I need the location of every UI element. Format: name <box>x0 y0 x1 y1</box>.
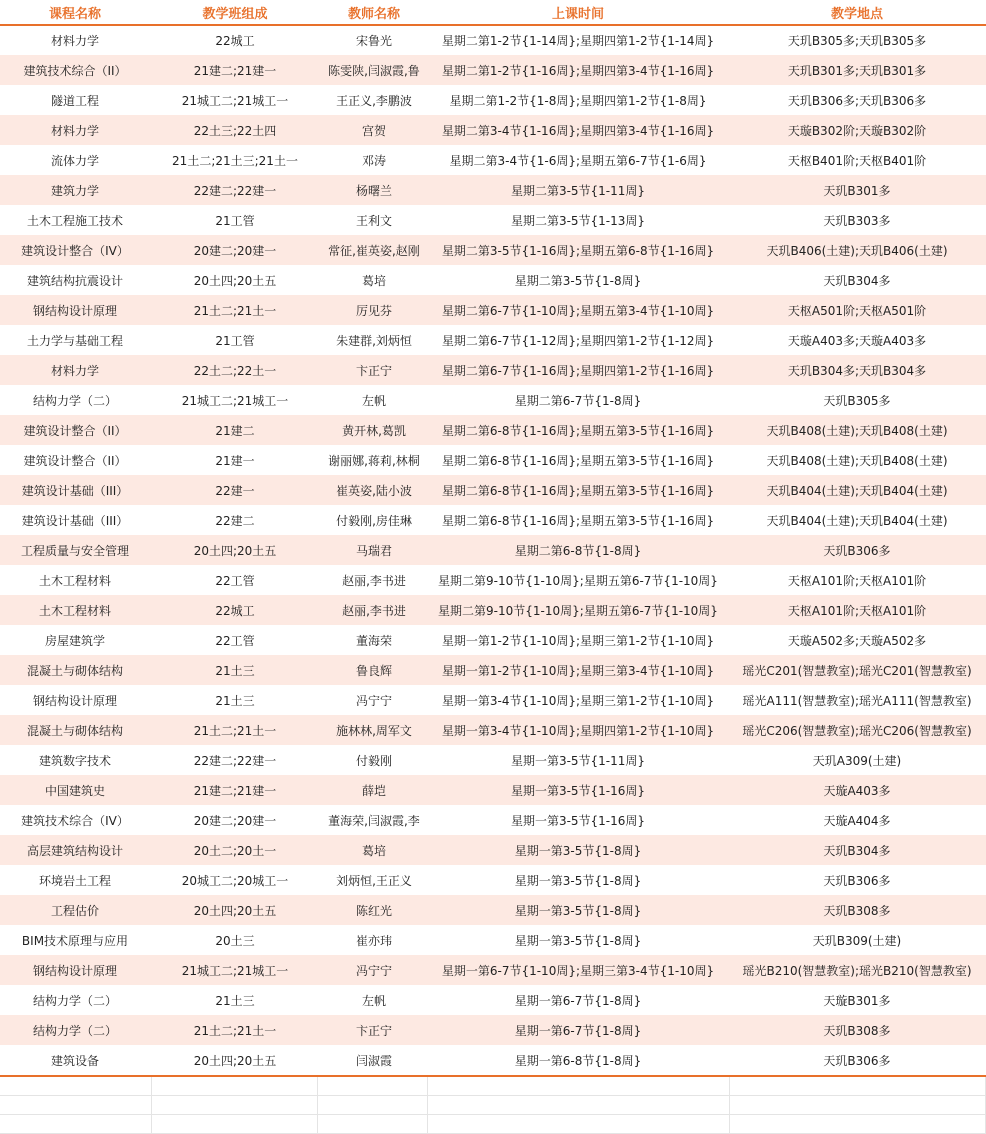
empty-grid-cell[interactable] <box>152 1077 318 1095</box>
cell-course-name[interactable]: 工程质量与安全管理 <box>0 535 150 565</box>
cell-class-time[interactable]: 星期二第3-4节{1-16周};星期四第3-4节{1-16周} <box>428 115 728 145</box>
cell-location[interactable]: 瑶光C201(智慧教室);瑶光C201(智慧教室) <box>728 655 986 685</box>
table-row[interactable] <box>0 415 986 445</box>
cell-location[interactable]: 天玑B305多;天玑B305多 <box>728 25 986 55</box>
cell-teacher[interactable]: 付毅刚 <box>320 745 428 775</box>
cell-class-time[interactable]: 星期一第6-7节{1-8周} <box>428 1015 728 1045</box>
empty-grid-cell[interactable] <box>0 1077 152 1095</box>
cell-course-name[interactable]: 建筑设计整合（II） <box>0 445 150 475</box>
cell-class-time[interactable]: 星期二第3-5节{1-16周};星期五第6-8节{1-16周} <box>428 235 728 265</box>
cell-location[interactable]: 天璇A403多;天璇A403多 <box>728 325 986 355</box>
cell-course-name[interactable]: 建筑技术综合（IV） <box>0 805 150 835</box>
cell-class-time[interactable]: 星期一第3-5节{1-8周} <box>428 865 728 895</box>
cell-teacher[interactable]: 崔亦玮 <box>320 925 428 955</box>
table-row[interactable] <box>0 55 986 85</box>
table-row[interactable] <box>0 265 986 295</box>
cell-class-group[interactable]: 22工管 <box>150 625 320 655</box>
cell-class-time[interactable]: 星期二第6-8节{1-16周};星期五第3-5节{1-16周} <box>428 415 728 445</box>
cell-teacher[interactable]: 董海荣 <box>320 625 428 655</box>
table-row[interactable] <box>0 595 986 625</box>
empty-grid-area <box>0 1077 986 1134</box>
cell-class-group[interactable]: 20土四;20土五 <box>150 535 320 565</box>
table-row[interactable] <box>0 535 986 565</box>
cell-teacher[interactable]: 冯宁宁 <box>320 685 428 715</box>
cell-class-group[interactable]: 20土二;20土一 <box>150 835 320 865</box>
cell-course-name[interactable]: 房屋建筑学 <box>0 625 150 655</box>
cell-class-group[interactable]: 21建二;21建一 <box>150 775 320 805</box>
cell-teacher[interactable]: 王正义,李鹏波 <box>320 85 428 115</box>
cell-teacher[interactable]: 陈红光 <box>320 895 428 925</box>
cell-location[interactable]: 天玑B304多;天玑B304多 <box>728 355 986 385</box>
header-course-name: 课程名称 <box>0 0 150 25</box>
cell-teacher[interactable]: 陈雯陕,闫淑霞,鲁 <box>320 55 428 85</box>
header-location: 教学地点 <box>728 0 986 25</box>
cell-class-group[interactable]: 22城工 <box>150 25 320 55</box>
empty-grid-cell[interactable] <box>318 1077 428 1095</box>
cell-location[interactable]: 天玑B309(土建) <box>728 925 986 955</box>
table-row[interactable] <box>0 175 986 205</box>
cell-class-time[interactable]: 星期一第3-4节{1-10周};星期三第1-2节{1-10周} <box>428 685 728 715</box>
cell-class-time[interactable]: 星期二第9-10节{1-10周};星期五第6-7节{1-10周} <box>428 565 728 595</box>
cell-class-time[interactable]: 星期二第6-8节{1-16周};星期五第3-5节{1-16周} <box>428 505 728 535</box>
cell-teacher[interactable]: 葛培 <box>320 265 428 295</box>
cell-class-group[interactable]: 21土二;21土三;21土一 <box>150 145 320 175</box>
cell-class-group[interactable]: 21城工二;21城工一 <box>150 85 320 115</box>
empty-grid-row <box>0 1077 986 1096</box>
empty-grid-cell[interactable] <box>428 1077 730 1095</box>
cell-class-group[interactable]: 20土四;20土五 <box>150 895 320 925</box>
cell-teacher[interactable]: 董海荣,闫淑霞,李 <box>320 805 428 835</box>
cell-location[interactable]: 天玑B301多;天玑B301多 <box>728 55 986 85</box>
cell-class-group[interactable]: 20土四;20土五 <box>150 1045 320 1075</box>
cell-location[interactable]: 天璇A403多 <box>728 775 986 805</box>
header-class-time: 上课时间 <box>428 0 728 25</box>
table-row[interactable] <box>0 475 986 505</box>
cell-class-group[interactable]: 22工管 <box>150 565 320 595</box>
cell-class-time[interactable]: 星期二第6-7节{1-12周};星期四第1-2节{1-12周} <box>428 325 728 355</box>
cell-teacher[interactable]: 卞正宁 <box>320 1015 428 1045</box>
cell-teacher[interactable]: 邓涛 <box>320 145 428 175</box>
cell-location[interactable]: 天枢B401阶;天枢B401阶 <box>728 145 986 175</box>
table-row[interactable] <box>0 565 986 595</box>
table-row[interactable] <box>0 1015 986 1045</box>
cell-location[interactable]: 天玑A309(土建) <box>728 745 986 775</box>
cell-teacher[interactable]: 闫淑霞 <box>320 1045 428 1075</box>
cell-class-time[interactable]: 星期一第6-8节{1-8周} <box>428 1045 728 1075</box>
cell-class-time[interactable]: 星期一第3-5节{1-16周} <box>428 805 728 835</box>
cell-location[interactable]: 天玑B305多 <box>728 385 986 415</box>
cell-class-group[interactable]: 21土二;21土一 <box>150 295 320 325</box>
empty-grid-cell[interactable] <box>0 1096 152 1114</box>
table-row[interactable] <box>0 385 986 415</box>
table-row[interactable] <box>0 505 986 535</box>
table-row[interactable] <box>0 235 986 265</box>
cell-location[interactable]: 天玑B306多;天玑B306多 <box>728 85 986 115</box>
cell-class-time[interactable]: 星期二第6-7节{1-16周};星期四第1-2节{1-16周} <box>428 355 728 385</box>
cell-location[interactable]: 天璇A502多;天璇A502多 <box>728 625 986 655</box>
cell-course-name[interactable]: 结构力学（二） <box>0 985 150 1015</box>
cell-location[interactable]: 天玑B404(土建);天玑B404(土建) <box>728 475 986 505</box>
cell-teacher[interactable]: 黄开林,葛凯 <box>320 415 428 445</box>
cell-location[interactable]: 天玑B308多 <box>728 895 986 925</box>
cell-teacher[interactable]: 施林林,周军文 <box>320 715 428 745</box>
cell-class-group[interactable]: 22建二;22建一 <box>150 745 320 775</box>
cell-course-name[interactable]: 建筑设计基础（III） <box>0 475 150 505</box>
cell-class-group[interactable]: 22土二;22土一 <box>150 355 320 385</box>
cell-location[interactable]: 天玑B404(土建);天玑B404(土建) <box>728 505 986 535</box>
table-row[interactable] <box>0 145 986 175</box>
cell-location[interactable]: 天璇A404多 <box>728 805 986 835</box>
cell-class-group[interactable]: 21土二;21土一 <box>150 715 320 745</box>
cell-class-time[interactable]: 星期二第9-10节{1-10周};星期五第6-7节{1-10周} <box>428 595 728 625</box>
cell-class-group[interactable]: 21建二;21建一 <box>150 55 320 85</box>
cell-course-name[interactable]: 建筑设备 <box>0 1045 150 1075</box>
cell-teacher[interactable]: 卞正宁 <box>320 355 428 385</box>
cell-class-time[interactable]: 星期一第1-2节{1-10周};星期三第3-4节{1-10周} <box>428 655 728 685</box>
cell-class-time[interactable]: 星期一第3-5节{1-8周} <box>428 835 728 865</box>
empty-grid-cell[interactable] <box>152 1115 318 1133</box>
cell-course-name[interactable]: 建筑设计整合（IV） <box>0 235 150 265</box>
cell-class-group[interactable]: 20城工二;20城工一 <box>150 865 320 895</box>
cell-class-time[interactable]: 星期一第3-5节{1-16周} <box>428 775 728 805</box>
cell-course-name[interactable]: 建筑力学 <box>0 175 150 205</box>
empty-grid-cell[interactable] <box>428 1115 730 1133</box>
cell-teacher[interactable]: 冯宁宁 <box>320 955 428 985</box>
cell-class-group[interactable]: 21城工二;21城工一 <box>150 955 320 985</box>
cell-course-name[interactable]: 材料力学 <box>0 115 150 145</box>
cell-teacher[interactable]: 王利文 <box>320 205 428 235</box>
cell-course-name[interactable]: 土木工程材料 <box>0 595 150 625</box>
cell-teacher[interactable]: 赵丽,李书进 <box>320 565 428 595</box>
cell-class-time[interactable]: 星期二第6-8节{1-8周} <box>428 535 728 565</box>
cell-course-name[interactable]: 钢结构设计原理 <box>0 955 150 985</box>
table-row[interactable] <box>0 25 986 55</box>
cell-location[interactable]: 天玑B303多 <box>728 205 986 235</box>
table-row[interactable] <box>0 925 986 955</box>
cell-class-group[interactable]: 20建二;20建一 <box>150 235 320 265</box>
header-class-group: 教学班组成 <box>150 0 320 25</box>
cell-teacher[interactable]: 刘炳恒,王正义 <box>320 865 428 895</box>
cell-location[interactable]: 天玑B304多 <box>728 265 986 295</box>
cell-course-name[interactable]: 流体力学 <box>0 145 150 175</box>
cell-class-time[interactable]: 星期二第3-5节{1-11周} <box>428 175 728 205</box>
cell-teacher[interactable]: 宫贺 <box>320 115 428 145</box>
cell-teacher[interactable]: 马瑞君 <box>320 535 428 565</box>
cell-teacher[interactable]: 左帆 <box>320 985 428 1015</box>
cell-teacher[interactable]: 谢丽娜,蒋莉,林桐 <box>320 445 428 475</box>
cell-class-time[interactable]: 星期一第3-4节{1-10周};星期四第1-2节{1-10周} <box>428 715 728 745</box>
cell-class-group[interactable]: 22建二 <box>150 505 320 535</box>
cell-teacher[interactable]: 薛垲 <box>320 775 428 805</box>
cell-class-time[interactable]: 星期二第1-2节{1-8周};星期四第1-2节{1-8周} <box>428 85 728 115</box>
cell-location[interactable]: 天枢A101阶;天枢A101阶 <box>728 565 986 595</box>
table-row[interactable] <box>0 805 986 835</box>
empty-grid-row <box>0 1096 986 1115</box>
cell-course-name[interactable]: 结构力学（二） <box>0 1015 150 1045</box>
cell-location[interactable]: 天玑B304多 <box>728 835 986 865</box>
empty-grid-cell[interactable] <box>730 1115 986 1133</box>
cell-teacher[interactable]: 葛培 <box>320 835 428 865</box>
cell-class-group[interactable]: 21土二;21土一 <box>150 1015 320 1045</box>
table-row[interactable] <box>0 205 986 235</box>
cell-course-name[interactable]: 建筑设计基础（III） <box>0 505 150 535</box>
empty-grid-cell[interactable] <box>730 1077 986 1095</box>
cell-teacher[interactable]: 付毅刚,房佳琳 <box>320 505 428 535</box>
cell-course-name[interactable]: 钢结构设计原理 <box>0 295 150 325</box>
table-row[interactable] <box>0 835 986 865</box>
cell-location[interactable]: 天玑B301多 <box>728 175 986 205</box>
cell-course-name[interactable]: 建筑技术综合（II） <box>0 55 150 85</box>
cell-class-group[interactable]: 22土三;22土四 <box>150 115 320 145</box>
cell-course-name[interactable]: 混凝土与砌体结构 <box>0 715 150 745</box>
table-row[interactable] <box>0 985 986 1015</box>
cell-teacher[interactable]: 宋鲁光 <box>320 25 428 55</box>
cell-teacher[interactable]: 崔英姿,陆小波 <box>320 475 428 505</box>
cell-class-time[interactable]: 星期一第6-7节{1-10周};星期三第3-4节{1-10周} <box>428 955 728 985</box>
empty-grid-cell[interactable] <box>428 1096 730 1114</box>
table-row[interactable] <box>0 745 986 775</box>
table-row[interactable] <box>0 445 986 475</box>
table-row[interactable] <box>0 865 986 895</box>
cell-location[interactable]: 天玑B408(土建);天玑B408(土建) <box>728 415 986 445</box>
cell-teacher[interactable]: 杨曙兰 <box>320 175 428 205</box>
empty-grid-cell[interactable] <box>0 1115 152 1133</box>
cell-course-name[interactable]: 建筑设计整合（II） <box>0 415 150 445</box>
cell-course-name[interactable]: 材料力学 <box>0 25 150 55</box>
cell-course-name[interactable]: BIM技术原理与应用 <box>0 925 150 955</box>
cell-course-name[interactable]: 结构力学（二） <box>0 385 150 415</box>
header-row <box>0 0 986 25</box>
table-row[interactable] <box>0 355 986 385</box>
cell-course-name[interactable]: 土力学与基础工程 <box>0 325 150 355</box>
cell-class-group[interactable]: 20土四;20土五 <box>150 265 320 295</box>
cell-class-time[interactable]: 星期一第3-5节{1-11周} <box>428 745 728 775</box>
table-row[interactable] <box>0 85 986 115</box>
cell-location[interactable]: 天玑B306多 <box>728 1045 986 1075</box>
cell-class-group[interactable]: 22建一 <box>150 475 320 505</box>
cell-course-name[interactable]: 工程估价 <box>0 895 150 925</box>
cell-course-name[interactable]: 高层建筑结构设计 <box>0 835 150 865</box>
cell-location[interactable]: 瑶光C206(智慧教室);瑶光C206(智慧教室) <box>728 715 986 745</box>
cell-class-time[interactable]: 星期二第3-4节{1-6周};星期五第6-7节{1-6周} <box>428 145 728 175</box>
cell-class-time[interactable]: 星期二第6-7节{1-10周};星期五第3-4节{1-10周} <box>428 295 728 325</box>
cell-class-time[interactable]: 星期二第6-7节{1-8周} <box>428 385 728 415</box>
table-row[interactable] <box>0 625 986 655</box>
cell-class-group[interactable]: 20土三 <box>150 925 320 955</box>
cell-location[interactable]: 天璇B302阶;天璇B302阶 <box>728 115 986 145</box>
cell-course-name[interactable]: 材料力学 <box>0 355 150 385</box>
cell-class-time[interactable]: 星期二第6-8节{1-16周};星期五第3-5节{1-16周} <box>428 475 728 505</box>
cell-class-group[interactable]: 21工管 <box>150 325 320 355</box>
cell-class-time[interactable]: 星期一第3-5节{1-8周} <box>428 895 728 925</box>
cell-class-group[interactable]: 21建二 <box>150 415 320 445</box>
table-row[interactable] <box>0 685 986 715</box>
cell-teacher[interactable]: 朱建群,刘炳恒 <box>320 325 428 355</box>
cell-course-name[interactable]: 混凝土与砌体结构 <box>0 655 150 685</box>
cell-location[interactable]: 天玑B406(土建);天玑B406(土建) <box>728 235 986 265</box>
cell-course-name[interactable]: 环境岩土工程 <box>0 865 150 895</box>
table-row[interactable] <box>0 895 986 925</box>
cell-class-group[interactable]: 22建二;22建一 <box>150 175 320 205</box>
empty-grid-row <box>0 1115 986 1134</box>
cell-class-group[interactable]: 21建一 <box>150 445 320 475</box>
table-body <box>0 25 986 1075</box>
cell-class-time[interactable]: 星期一第1-2节{1-10周};星期三第1-2节{1-10周} <box>428 625 728 655</box>
cell-teacher[interactable]: 常征,崔英姿,赵刚 <box>320 235 428 265</box>
cell-course-name[interactable]: 钢结构设计原理 <box>0 685 150 715</box>
cell-location[interactable]: 天玑B306多 <box>728 535 986 565</box>
cell-teacher[interactable]: 鲁良辉 <box>320 655 428 685</box>
cell-course-name[interactable]: 建筑结构抗震设计 <box>0 265 150 295</box>
table-row[interactable] <box>0 655 986 685</box>
cell-location[interactable]: 天璇B301多 <box>728 985 986 1015</box>
cell-course-name[interactable]: 土木工程材料 <box>0 565 150 595</box>
cell-location[interactable]: 天玑B306多 <box>728 865 986 895</box>
cell-location[interactable]: 天枢A101阶;天枢A101阶 <box>728 595 986 625</box>
cell-location[interactable]: 天枢A501阶;天枢A501阶 <box>728 295 986 325</box>
cell-class-time[interactable]: 星期二第1-2节{1-14周};星期四第1-2节{1-14周} <box>428 25 728 55</box>
cell-teacher[interactable]: 厉见芬 <box>320 295 428 325</box>
table-row[interactable] <box>0 955 986 985</box>
empty-grid-cell[interactable] <box>730 1096 986 1114</box>
cell-location[interactable]: 瑶光A111(智慧教室);瑶光A111(智慧教室) <box>728 685 986 715</box>
empty-grid-cell[interactable] <box>318 1096 428 1114</box>
cell-class-group[interactable]: 21工管 <box>150 205 320 235</box>
cell-class-group[interactable]: 21土三 <box>150 685 320 715</box>
table-row[interactable] <box>0 325 986 355</box>
table-row[interactable] <box>0 1045 986 1075</box>
cell-class-time[interactable]: 星期二第1-2节{1-16周};星期四第3-4节{1-16周} <box>428 55 728 85</box>
cell-location[interactable]: 瑶光B210(智慧教室);瑶光B210(智慧教室) <box>728 955 986 985</box>
cell-location[interactable]: 天玑B408(土建);天玑B408(土建) <box>728 445 986 475</box>
cell-course-name[interactable]: 土木工程施工技术 <box>0 205 150 235</box>
cell-location[interactable]: 天玑B308多 <box>728 1015 986 1045</box>
cell-class-group[interactable]: 21土三 <box>150 655 320 685</box>
empty-grid-cell[interactable] <box>152 1096 318 1114</box>
cell-class-group[interactable]: 22城工 <box>150 595 320 625</box>
header-teacher: 教师名称 <box>320 0 428 25</box>
cell-teacher[interactable]: 左帆 <box>320 385 428 415</box>
cell-teacher[interactable]: 赵丽,李书进 <box>320 595 428 625</box>
empty-grid-cell[interactable] <box>318 1115 428 1133</box>
cell-class-time[interactable]: 星期一第3-5节{1-8周} <box>428 925 728 955</box>
table-row[interactable] <box>0 775 986 805</box>
cell-class-time[interactable]: 星期二第6-8节{1-16周};星期五第3-5节{1-16周} <box>428 445 728 475</box>
table-row[interactable] <box>0 115 986 145</box>
cell-class-group[interactable]: 21城工二;21城工一 <box>150 385 320 415</box>
table-row[interactable] <box>0 715 986 745</box>
cell-course-name[interactable]: 中国建筑史 <box>0 775 150 805</box>
cell-class-time[interactable]: 星期二第3-5节{1-13周} <box>428 205 728 235</box>
cell-class-group[interactable]: 21土三 <box>150 985 320 1015</box>
cell-course-name[interactable]: 建筑数字技术 <box>0 745 150 775</box>
cell-class-time[interactable]: 星期一第6-7节{1-8周} <box>428 985 728 1015</box>
cell-class-time[interactable]: 星期二第3-5节{1-8周} <box>428 265 728 295</box>
table-row[interactable] <box>0 295 986 325</box>
cell-course-name[interactable]: 隧道工程 <box>0 85 150 115</box>
cell-class-group[interactable]: 20建二;20建一 <box>150 805 320 835</box>
